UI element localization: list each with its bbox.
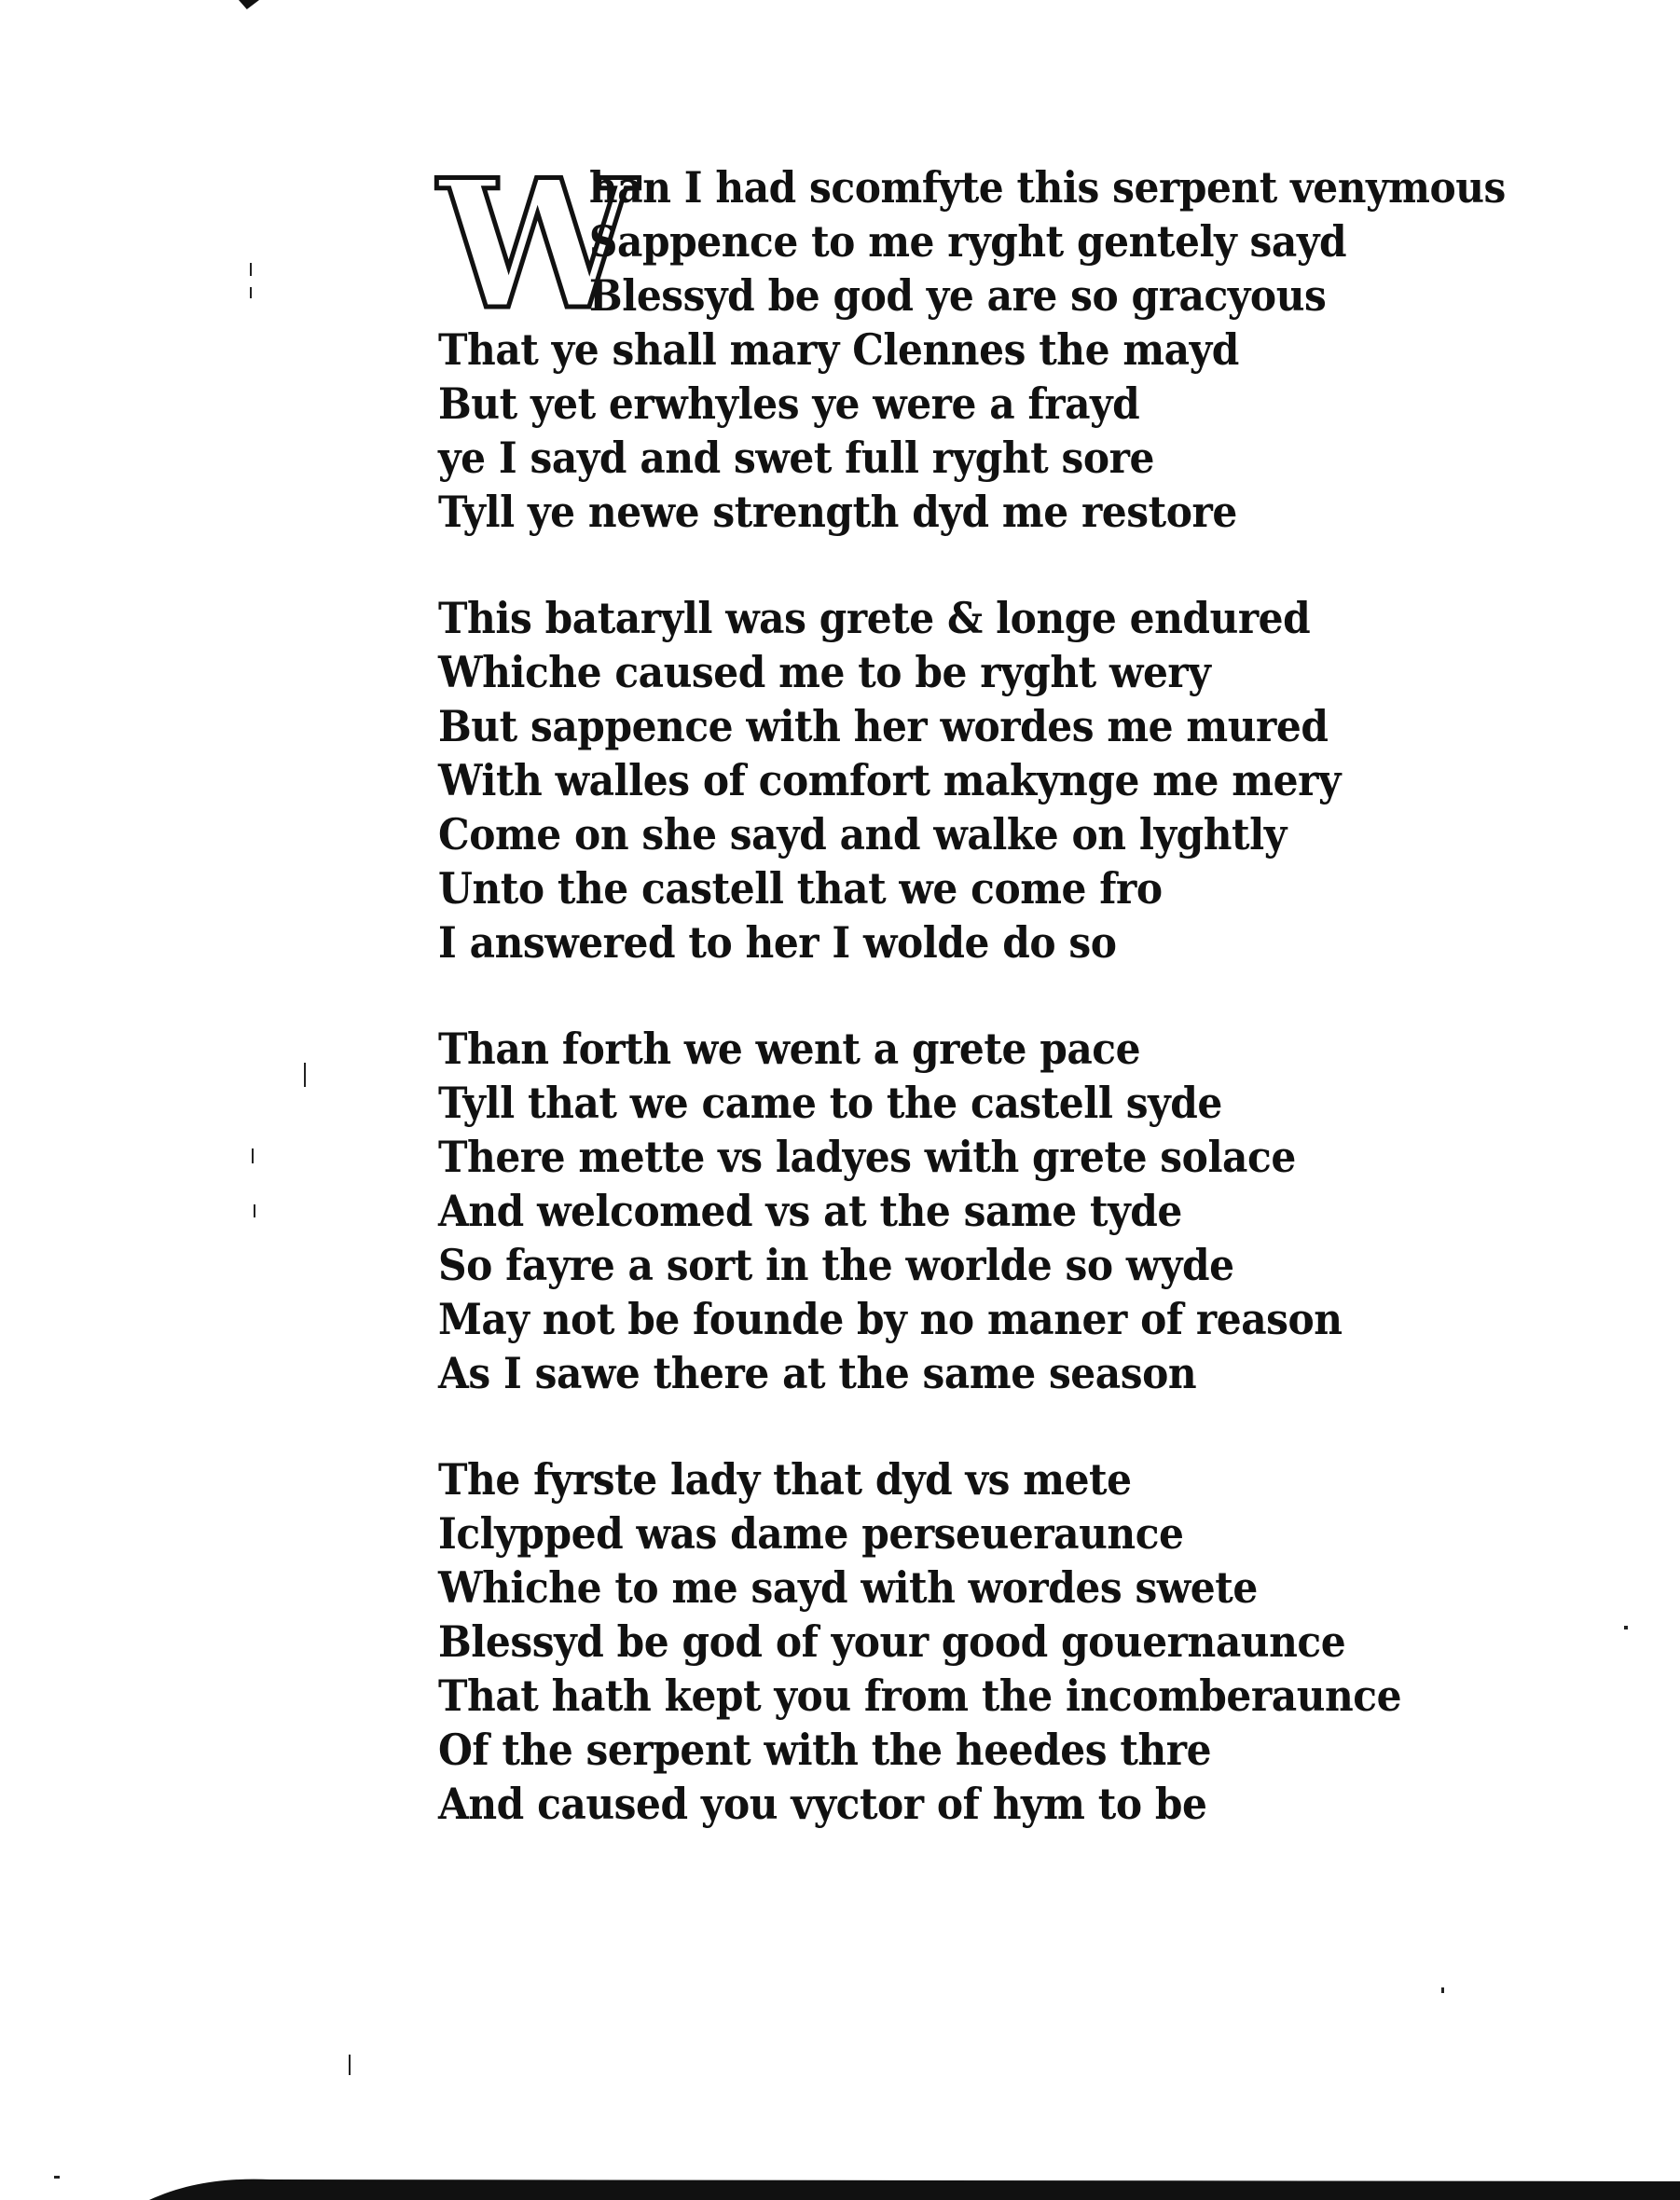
scan-speck bbox=[54, 2176, 60, 2179]
poem-text bbox=[438, 141, 1506, 1883]
poem-line: Come on she sayd and walke on lyghtly bbox=[438, 809, 1287, 859]
scan-speck bbox=[304, 1063, 306, 1087]
scan-speck bbox=[250, 263, 252, 276]
poem-line: Whiche to me sayd with wordes swete bbox=[438, 1562, 1258, 1613]
poem-line: And caused you vyctor of hym to be bbox=[438, 1779, 1207, 1829]
scan-speck bbox=[349, 2055, 351, 2075]
scan-speck bbox=[252, 1148, 254, 1163]
scan-speck bbox=[254, 1204, 255, 1217]
poem-line: As I sawe there at the same season bbox=[438, 1348, 1197, 1398]
stanza-3 bbox=[438, 1022, 1501, 1400]
poem-line: But sappence with her wordes me mured bbox=[438, 701, 1329, 751]
poem-line: Tyll ye newe strength dyd me restore bbox=[438, 487, 1237, 537]
poem-line: ye I sayd and swet full ryght sore bbox=[438, 433, 1154, 483]
poem-line: Unto the castell that we come fro bbox=[438, 863, 1163, 914]
poem-line: The fyrste lady that dyd vs mete bbox=[438, 1454, 1132, 1505]
scan-speck bbox=[1624, 1626, 1628, 1629]
poem-line: That hath kept you from the incomberaunce bbox=[438, 1671, 1402, 1721]
poem-line: Of the serpent with the heedes thre bbox=[438, 1725, 1212, 1775]
poem-line: Than forth we went a grete pace bbox=[438, 1024, 1141, 1074]
poem-line: I answered to her I wolde do so bbox=[438, 917, 1117, 968]
poem-line: So fayre a sort in the worlde so wyde bbox=[438, 1240, 1234, 1290]
poem-line: And welcomed vs at the same tyde bbox=[438, 1186, 1182, 1236]
poem-line: But yet erwhyles ye were a frayd bbox=[438, 378, 1140, 429]
poem-line: Whiche caused me to be ryght wery bbox=[438, 647, 1211, 697]
poem-line: May not be founde by no maner of reason bbox=[438, 1294, 1343, 1344]
scan-speck bbox=[1441, 1987, 1444, 1993]
poem-line: This bataryll was grete & longe endured bbox=[438, 593, 1311, 643]
poem-line: Tyll that we came to the castell syde bbox=[438, 1078, 1222, 1128]
poem-line: Iclypped was dame perseueraunce bbox=[438, 1508, 1184, 1559]
scan-artifact-top bbox=[239, 0, 259, 9]
stanza-1 bbox=[438, 141, 1506, 539]
poem-line: There mette vs ladyes with grete solace bbox=[438, 1132, 1296, 1182]
decorated-initial: W bbox=[438, 141, 628, 349]
poem-line: Sappence to me ryght gentely sayd bbox=[588, 216, 1347, 267]
poem-line: That ye shall mary Clennes the mayd bbox=[438, 324, 1239, 375]
scan-artifact-bottom bbox=[149, 2174, 1680, 2200]
scan-speck bbox=[250, 287, 252, 298]
stanza-4 bbox=[438, 1452, 1501, 1831]
stanza-2 bbox=[438, 591, 1501, 969]
poem-line: Blessyd be god ye are so gracyous bbox=[588, 270, 1327, 321]
poem-line: han I had scomfyte this serpent venymous bbox=[588, 162, 1506, 213]
poem-line: With walles of comfort makynge me mery bbox=[438, 755, 1342, 805]
poem-line: Blessyd be god of your good gouernaunce bbox=[438, 1616, 1346, 1667]
